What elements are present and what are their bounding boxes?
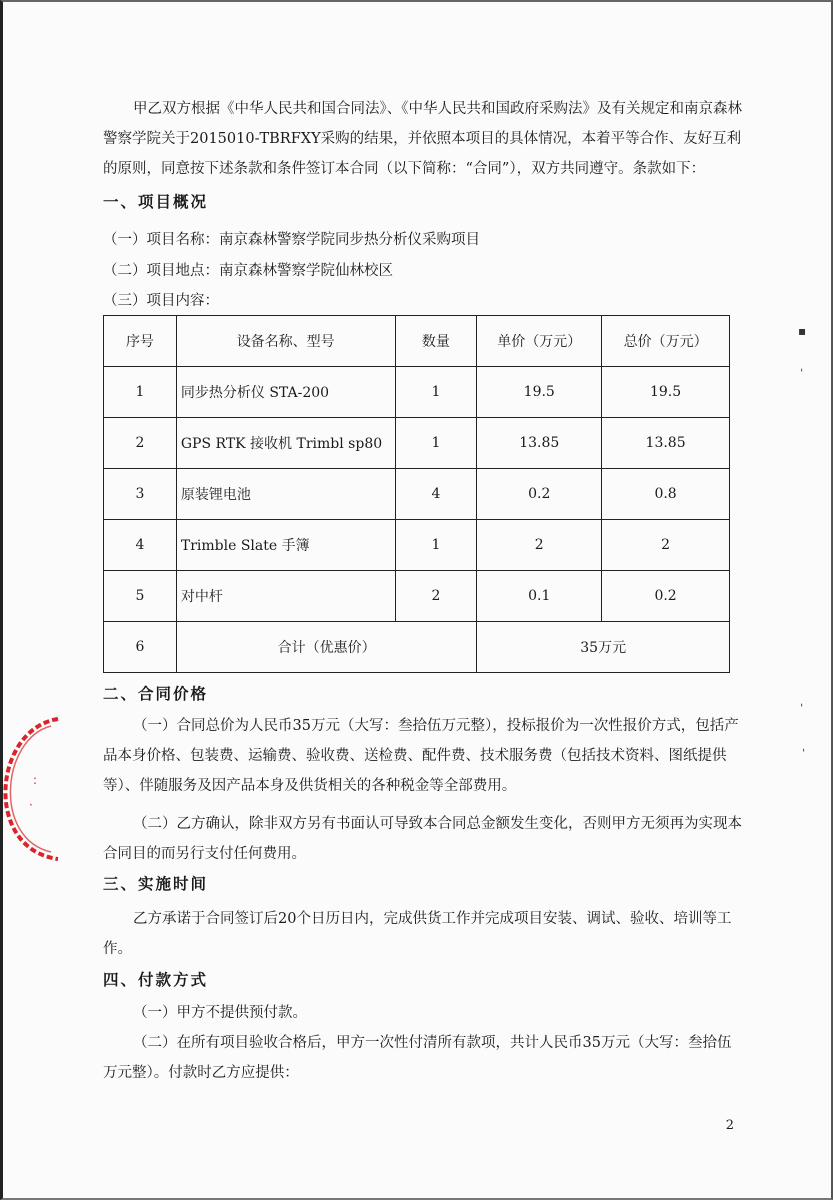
row-total-price: 0.8	[602, 469, 730, 520]
table-row	[104, 469, 730, 520]
row-name: GPS RTK 接收机 Trimbl sp80	[176, 418, 395, 469]
row-unit-price: 0.2	[477, 469, 602, 520]
row-no: 5	[104, 571, 177, 622]
row-no: 2	[104, 418, 177, 469]
row-unit-price: 13.85	[477, 418, 602, 469]
row-total-price: 2	[602, 520, 730, 571]
payment-item-1: （一）甲方不提供预付款。	[133, 1005, 307, 1021]
summary-value: 35万元	[477, 622, 730, 673]
row-name: 对中杆	[176, 571, 395, 622]
table-header-row	[104, 316, 730, 367]
scan-speck: ▪	[798, 324, 807, 338]
row-no: 3	[104, 469, 177, 520]
row-name: Trimble Slate 手簿	[176, 520, 395, 571]
row-qty: 1	[395, 367, 477, 418]
table-row	[104, 520, 730, 571]
row-qty: 4	[395, 469, 477, 520]
table-summary-row	[104, 622, 730, 673]
row-qty: 2	[395, 571, 477, 622]
row-total-price: 19.5	[602, 367, 730, 418]
header-unit-price: 单价（万元）	[477, 316, 602, 367]
red-seal-stamp-fragment	[0, 714, 63, 864]
row-unit-price: 19.5	[477, 367, 602, 418]
row-total-price: 13.85	[602, 418, 730, 469]
header-qty: 数量	[395, 316, 477, 367]
schedule-paragraph: 乙方承诺于合同签订后20个日历日内，完成供货工作并完成项目安装、调试、验收、培训等工作。	[103, 911, 732, 957]
header-name: 设备名称、型号	[176, 316, 395, 367]
section-4-heading: 四、付款方式	[103, 970, 209, 989]
project-content-label: （三）项目内容：	[103, 293, 219, 309]
page-number: 2	[725, 1118, 734, 1133]
header-no: 序号	[104, 316, 177, 367]
project-name: （一）项目名称：南京森林警察学院同步热分析仪采购项目	[103, 232, 480, 248]
section-3-heading: 三、实施时间	[103, 874, 209, 893]
row-name: 同步热分析仪 STA-200	[176, 367, 395, 418]
row-no: 4	[104, 520, 177, 571]
row-qty: 1	[395, 520, 477, 571]
price-paragraph-1: （一）合同总价为人民币35万元（大写：叁拾伍万元整），投标报价为一次性报价方式，包括产品本身价格、包装费、运输费、验收费、送检费、配件费、技术服务费（包括技术资料、图纸提供等）、伴随服务及因产品本身及供货相关的各种税金等全部费用。	[103, 718, 739, 794]
header-total-price: 总价（万元）	[602, 316, 730, 367]
section-1-heading: 一、项目概况	[103, 192, 209, 211]
payment-paragraph-2: （二）在所有项目验收合格后，甲方一次性付清所有款项，共计人民币35万元（大写：叁拾伍万元整）。付款时乙方应提供：	[103, 1035, 732, 1081]
row-no: 1	[104, 367, 177, 418]
project-location: （二）项目地点：南京森林警察学院仙林校区	[103, 263, 393, 279]
table-row	[104, 418, 730, 469]
table-row	[104, 571, 730, 622]
section-2-heading: 二、合同价格	[103, 684, 209, 703]
scan-speck: ˈ	[800, 702, 804, 716]
svg-text:·: ·	[29, 798, 33, 812]
equipment-table	[103, 315, 730, 673]
row-qty: 1	[395, 418, 477, 469]
scan-speck: ˈ	[802, 747, 806, 761]
scan-speck: ˈ	[800, 367, 804, 381]
row-unit-price: 2	[477, 520, 602, 571]
summary-label: 合计（优惠价）	[176, 622, 476, 673]
row-total-price: 0.2	[602, 571, 730, 622]
intro-paragraph: 甲乙双方根据《中华人民共和国合同法》、《中华人民共和国政府采购法》及有关规定和南京森林警察学院关于2015010-TBRFXY采购的结果，并依照本项目的具体情况，本着平等合作、友好互利的原则，同意按下述条款和条件签订本合同（以下简称：“合同”），双方共同遵守。条款如下：	[103, 101, 742, 177]
svg-text::: :	[33, 773, 38, 787]
row-unit-price: 0.1	[477, 571, 602, 622]
summary-no: 6	[104, 622, 177, 673]
row-name: 原装锂电池	[176, 469, 395, 520]
table-row	[104, 367, 730, 418]
price-paragraph-2: （二）乙方确认，除非双方另有书面认可导致本合同总金额发生变化，否则甲方无须再为实现本合同目的而另行支付任何费用。	[103, 816, 742, 862]
